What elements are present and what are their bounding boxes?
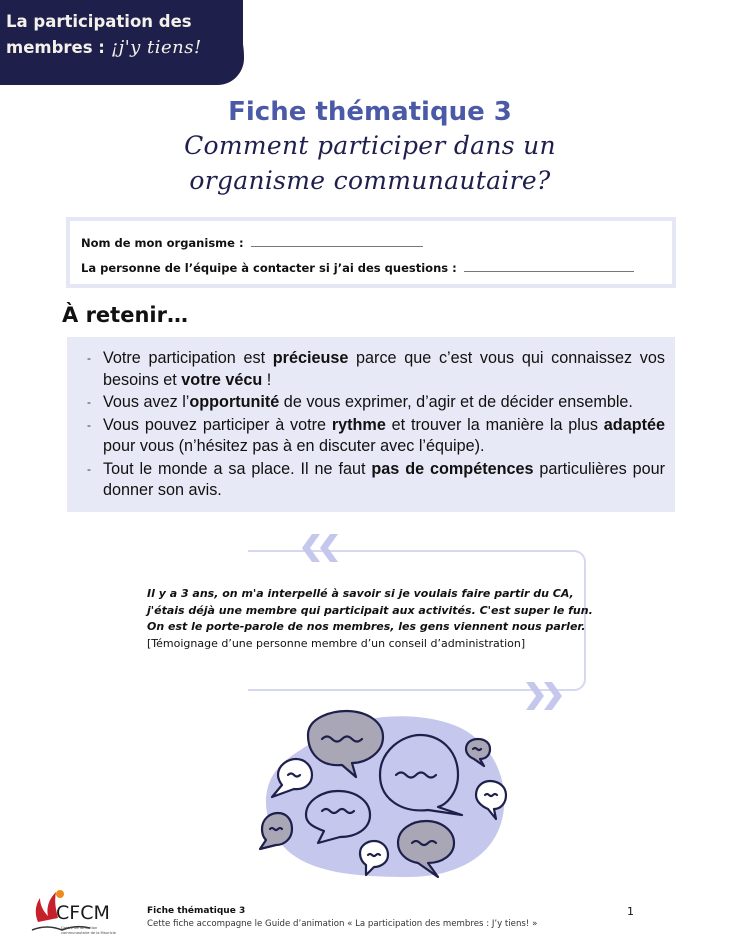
retenir-text: ! (262, 370, 272, 389)
retenir-box (67, 337, 675, 512)
header-title-line2 (6, 37, 202, 58)
retenir-list (85, 348, 665, 503)
contact-person-row (81, 261, 634, 275)
retenir-text: Votre participation est (103, 349, 273, 367)
retenir-text: de vous exprimer, d’agir et de décider ensemble. (279, 393, 633, 411)
cfcm-logo (30, 886, 150, 938)
retenir-emphasis: pas de compétences (371, 459, 534, 478)
retenir-emphasis: rythme (331, 415, 386, 434)
page-title: Fiche thématique 3 (228, 97, 512, 127)
page-subtitle-line1: Comment participer dans un (184, 131, 556, 160)
bullet-dash-icon: - (87, 395, 91, 409)
quote-line: j'étais déjà une membre qui participait aux activités. C'est super le fun. (147, 603, 593, 617)
logo-subtext-1: Centre de formation (61, 926, 98, 930)
bullet-dash-icon: - (87, 417, 91, 432)
logo-sun-icon (56, 890, 64, 898)
testimonial-quote (147, 586, 597, 652)
bullet-dash-icon: - (87, 461, 91, 476)
logo-text: CFCM (56, 902, 110, 924)
footer-description: Cette fiche accompagne le Guide d’animation « La participation des membres : J’y tiens! » (147, 919, 538, 929)
org-name-row (81, 236, 423, 250)
retenir-text: Vous avez l’ (103, 393, 190, 411)
retenir-text: Tout le monde a sa place. Il ne faut (103, 459, 372, 478)
logo-subtext-2: communautaire de la Mauricie (61, 931, 116, 935)
retenir-item (85, 459, 665, 502)
header-title-line1: La participation des (6, 12, 192, 31)
retenir-emphasis: opportunité (189, 393, 280, 411)
contact-person-label: La personne de l’équipe à contacter si j’ai des questions : (81, 261, 457, 275)
quote-line: On est le porte-parole de nos membres, les gens viennent nous parler. (147, 620, 586, 633)
open-quote-icon (300, 532, 342, 564)
quote-source: [Témoignage d’une personne membre d’un conseil d’administration] (147, 636, 526, 650)
footer-title: Fiche thématique 3 (147, 906, 246, 916)
retenir-heading: À retenir… (62, 303, 188, 327)
retenir-item (85, 348, 665, 391)
retenir-item (85, 415, 665, 458)
header-title-script: ¡j'y tiens! (110, 37, 202, 58)
retenir-text: pour vous (n’hésitez pas à en discuter avec l’équipe). (103, 437, 485, 455)
bullet-dash-icon: - (87, 351, 91, 365)
page-number: 1 (627, 905, 634, 918)
close-quote-icon (524, 680, 564, 712)
retenir-text: Vous pouvez participer à votre (103, 415, 332, 434)
retenir-emphasis: votre vécu (181, 370, 263, 389)
contact-person-field[interactable] (464, 261, 634, 272)
retenir-text: parce que c’est vous qui connaissez vos besoins et (103, 349, 665, 389)
retenir-text: particulières pour donner son avis. (103, 459, 665, 499)
org-name-field[interactable] (251, 236, 423, 247)
header-title-prefix: membres : (6, 38, 105, 57)
quote-line: Il y a 3 ans, on m'a interpellé à savoir si je voulais faire partir du CA, (147, 587, 574, 600)
retenir-item (85, 392, 665, 414)
retenir-emphasis: précieuse (272, 349, 349, 367)
retenir-emphasis: adaptée (603, 415, 665, 434)
org-name-label: Nom de mon organisme : (81, 236, 244, 250)
retenir-text: et trouver la manière la plus (385, 415, 604, 434)
page-subtitle-line2: organisme communautaire? (189, 166, 551, 195)
form-box (66, 217, 676, 288)
speech-bubbles-illustration (248, 705, 518, 880)
logo-flame-icon (36, 892, 58, 922)
